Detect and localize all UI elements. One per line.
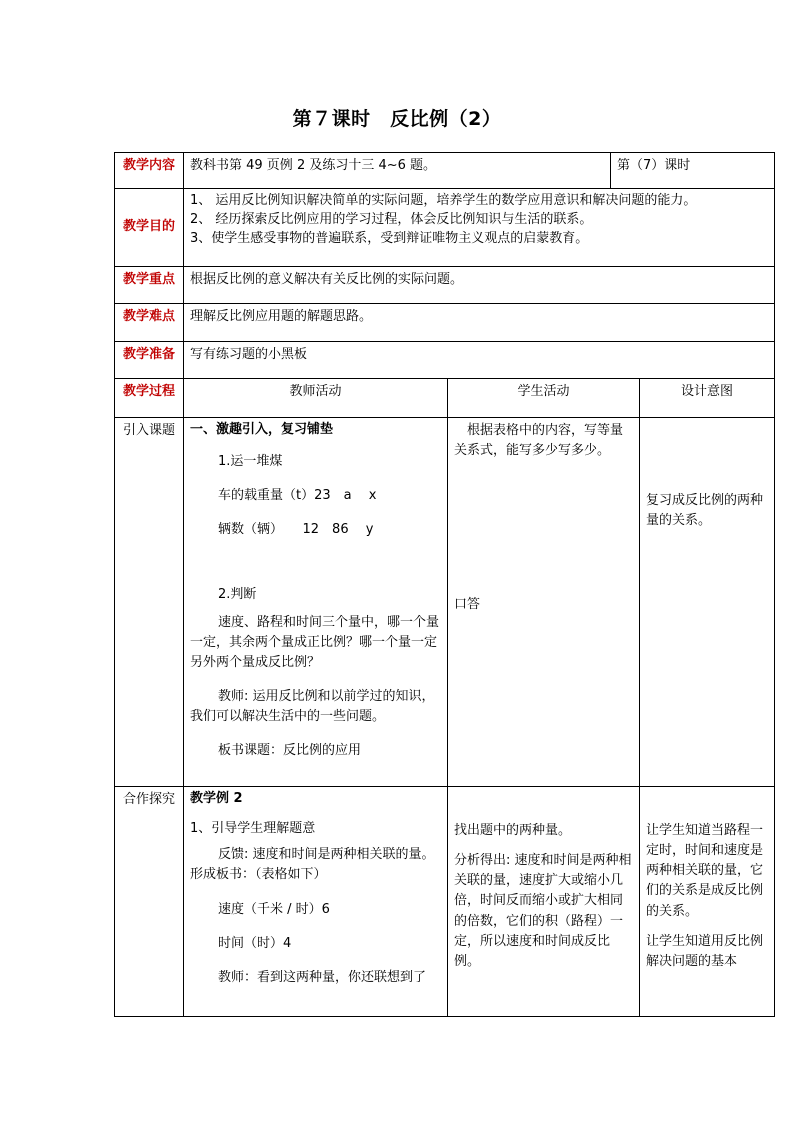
coop-student-1: 找出题中的两种量。 bbox=[454, 823, 572, 838]
coop-student bbox=[448, 787, 640, 1017]
goal-item: 3、使学生感受事物的普遍联系，受到辩证唯物主义观点的启蒙教育。 bbox=[190, 230, 589, 246]
row-difficulty bbox=[115, 304, 775, 342]
row-coop bbox=[115, 787, 775, 1017]
coop-speed: 速度（千米 / 时）6 bbox=[218, 901, 330, 917]
intro-board: 板书课题：反比例的应用 bbox=[218, 743, 362, 759]
label-intro: 引入课题 bbox=[115, 418, 184, 787]
coop-teacher bbox=[184, 787, 448, 1017]
goal-item: 1、 运用反比例知识解决简单的实际问题，培养学生的数学应用意识和解决问题的能力。 bbox=[190, 193, 697, 208]
intro-student-1: 根据表格中的内容，写等量关系式，能写多少写多少。 bbox=[454, 423, 624, 459]
intro-q2: 2.判断 bbox=[218, 586, 257, 602]
period-text: 第（7）课时 bbox=[611, 153, 775, 189]
intro-count: 辆数（辆） 12 86 y bbox=[218, 522, 374, 538]
coop-student-2: 分析得出: 速度和时间是两种相关联的量，速度扩大或缩小几倍，时间反而缩小或扩大相同的倍数，它们的积（路程）一定，所以速度和时间成反比例。 bbox=[454, 853, 632, 969]
lesson-plan-table bbox=[114, 152, 775, 1017]
header-teacher: 教师活动 bbox=[184, 379, 448, 418]
coop-time: 时间（时）4 bbox=[218, 935, 292, 951]
intro-section-title: 一、激趣引入，复习铺垫 bbox=[190, 422, 334, 437]
row-goals bbox=[115, 189, 775, 267]
row-key bbox=[115, 267, 775, 304]
intro-student bbox=[448, 418, 640, 787]
label-difficulty: 教学难点 bbox=[115, 304, 184, 342]
coop-step1: 1、引导学生理解题意 bbox=[190, 821, 316, 837]
row-process-header bbox=[115, 379, 775, 418]
header-student: 学生活动 bbox=[448, 379, 640, 418]
coop-design-2: 让学生知道用反比例解决问题的基本 bbox=[646, 933, 764, 969]
intro-load: 车的载重量（t）23 a x bbox=[218, 488, 377, 504]
coop-section-title: 教学例 2 bbox=[190, 791, 243, 806]
intro-design bbox=[640, 418, 775, 787]
row-intro bbox=[115, 418, 775, 787]
label-content: 教学内容 bbox=[115, 153, 184, 189]
intro-design-text: 复习成反比例的两种量的关系。 bbox=[646, 493, 764, 529]
intro-judge: 速度、路程和时间三个量中，哪一个量一定，其余两个量成正比例？哪一个量一定另外两个量成反比例？ bbox=[190, 614, 440, 670]
difficulty-text: 理解反比例应用题的解题思路。 bbox=[184, 304, 775, 342]
goal-item: 2、 经历探索反比例应用的学习过程，体会反比例知识与生活的联系。 bbox=[190, 211, 593, 227]
coop-feedback: 反馈: 速度和时间是两种相关联的量。形成板书：（表格如下） bbox=[190, 847, 435, 883]
intro-teacher-say: 教师: 运用反比例和以前学过的知识，我们可以解决生活中的一些问题。 bbox=[190, 689, 435, 725]
coop-design bbox=[640, 787, 775, 1017]
label-process: 教学过程 bbox=[115, 379, 184, 418]
coop-design-1: 让学生知道当路程一定时，时间和速度是两种相关联的量，它们的关系是成反比例的关系。 bbox=[646, 823, 764, 919]
label-key: 教学重点 bbox=[115, 267, 184, 304]
label-coop: 合作探究 bbox=[115, 787, 184, 1017]
label-prep: 教学准备 bbox=[115, 342, 184, 379]
row-content bbox=[115, 153, 775, 189]
row-prep bbox=[115, 342, 775, 379]
label-goals: 教学目的 bbox=[115, 189, 184, 267]
intro-q1: 1.运一堆煤 bbox=[218, 454, 283, 470]
intro-student-2: 口答 bbox=[454, 597, 481, 613]
page-title: 第７课时 反比例（2） bbox=[292, 108, 502, 130]
goals-list bbox=[184, 189, 775, 267]
content-text: 教科书第 49 页例 2 及练习十三 4~6 题。 bbox=[184, 153, 611, 189]
coop-teacher-say: 教师：看到这两种量，你还联想到了 bbox=[218, 969, 427, 985]
key-text: 根据反比例的意义解决有关反比例的实际问题。 bbox=[184, 267, 775, 304]
intro-teacher bbox=[184, 418, 448, 787]
header-design: 设计意图 bbox=[640, 379, 775, 418]
prep-text: 写有练习题的小黑板 bbox=[184, 342, 775, 379]
